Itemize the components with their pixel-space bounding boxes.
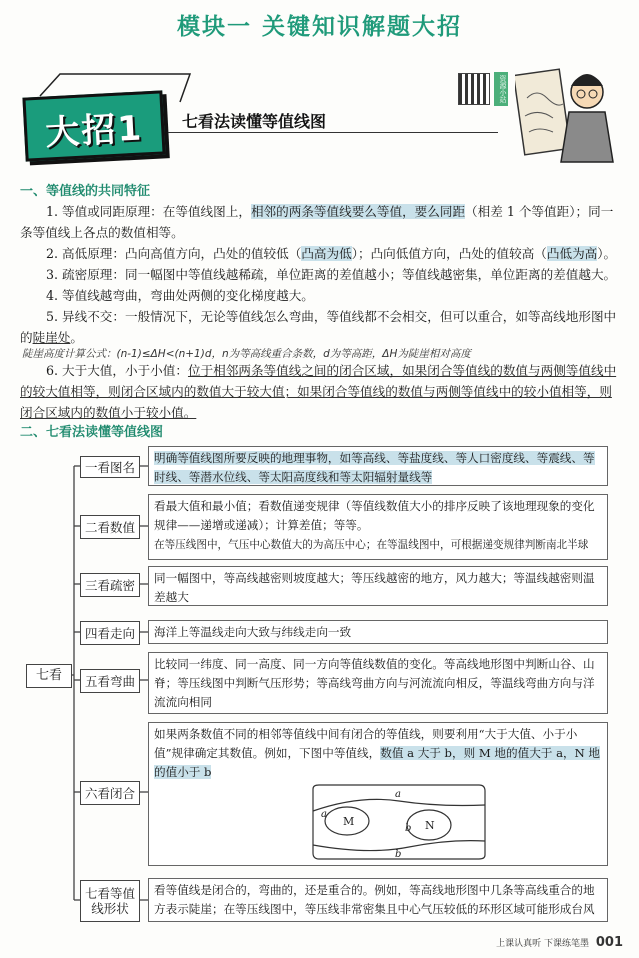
branch-3-label: 三看疏密 xyxy=(80,573,140,597)
item-1-post: （相差 1 个等值距）；同一条等值线上各点的数值相等。 xyxy=(20,204,614,240)
label-M: M xyxy=(343,815,355,828)
branch-2-label: 二看数值 xyxy=(80,515,140,539)
branch-1-text: 明确等值线图所要反映的地理事物，如等高线、等盐度线、等人口密度线、等震线、等时线、等潜水位线、等太阳高度线和等太阳辐射量线等 xyxy=(154,451,595,484)
branch-7-content: 看等值线是闭合的，弯曲的，还是重合的。例如，等高线地形图中几条等高线重合的地方表示陡崖；在等压线图中，等压线非常密集且中心气压较低的环形区域可能形成台风 xyxy=(148,878,608,922)
branch-2-content xyxy=(148,494,608,560)
page-number: 001 xyxy=(595,935,623,950)
section1-heading: 一、等值线的共同特征 xyxy=(20,184,151,199)
closed-contour-diagram xyxy=(309,781,489,861)
item-5-pre: 5. 异线不交：一般情况下，无论等值线怎么弯曲，等值线都不会相交，但可以重合，如等高线地形图中的 xyxy=(20,309,617,345)
branch-5-label: 五看弯曲 xyxy=(80,669,140,693)
item-5 xyxy=(20,306,620,348)
item-2-post: ）。 xyxy=(597,246,617,261)
section2-heading: 二、七看法读懂等值线图 xyxy=(20,425,164,440)
banner-underline xyxy=(168,132,498,133)
item-5-underline: 陡崖处 xyxy=(32,330,71,345)
item-6 xyxy=(20,360,620,423)
seven-look-tree xyxy=(20,442,620,922)
item-2-highlight-2: 凸低为高 xyxy=(546,246,598,261)
item-6-underline: 位于相邻两条等值线之间的闭合区域，如果闭合等值线的数值与两侧等值线中的较大值相等，则闭合区域内的数值大于较大值；如果闭合等值线的数值与两侧等值线中的较小值相等，则闭合区域内的数值小于较小值。 xyxy=(20,363,617,420)
item-6-block xyxy=(20,360,620,423)
label-b-mid: b xyxy=(405,823,412,834)
label-a-top: a xyxy=(395,789,401,800)
item-2-mid: ）；凸向低值方向，凸处的值较高（ xyxy=(351,246,547,261)
page-title: 模块一 关键知识解题大招 xyxy=(176,14,462,40)
label-N: N xyxy=(425,819,435,832)
item-2-pre: 2. 高低原理：凸向高值方向，凸处的值较低（ xyxy=(46,246,302,261)
branch-7-label: 七看等值线形状 xyxy=(80,880,140,922)
branch-2-text-2: 在等压线图中，气压中心数值大的为高压中心；在等温线图中，可根据递变规律判断南北半球 xyxy=(154,539,589,551)
branch-6-label: 六看闭合 xyxy=(80,781,140,805)
teacher-cartoon-icon xyxy=(515,58,617,166)
item-5-post: 。 xyxy=(70,330,83,345)
badge-text: 大招1 xyxy=(44,108,145,154)
branch-3-content: 同一幅图中，等高线越密则坡度越大；等压线越密的地方，风力越大；等温线越密则温差越大 xyxy=(148,566,608,606)
branch-4-content: 海洋上等温线走向大致与纬线走向一致 xyxy=(148,620,608,644)
item-2 xyxy=(20,243,620,264)
cliff-formula-note: 陡崖高度计算公式：(n-1)≤ΔH<(n+1)d，n为等高线重合条数，d为等高距，ΔH为陡崖相对高度 xyxy=(22,348,471,360)
item-1 xyxy=(20,201,620,243)
footer-brand-top: 上课认真听 xyxy=(496,939,542,949)
branch-5-content: 比较同一纬度、同一高度、同一方向等值线数值的变化。等高线地形图中判断山谷、山脊；等压线图中判断气压形势；等高线弯曲方向与河流流向相反，等温线弯曲方向与洋流流向相同 xyxy=(148,652,608,714)
branch-6-content xyxy=(148,722,608,866)
label-a-left: a xyxy=(321,809,327,820)
branch-2-text: 看最大值和最小值；看数值递变规律（等值线数值大小的排序反映了该地理现象的变化规律——递增或递减）；计算差值；等等。 xyxy=(154,499,595,532)
banner-badge xyxy=(22,90,165,161)
item-4: 4. 等值线越弯曲，弯曲处两侧的变化梯度越大。 xyxy=(46,288,314,303)
branch-4-label: 四看走向 xyxy=(80,621,140,645)
branch-1-label: 一看图名 xyxy=(80,456,140,478)
item-1-pre: 1. 等值或同距原理：在等值线图上， xyxy=(46,204,251,219)
branch-6-text: 如果两条数值不同的相邻等值线中间有闭合的等值线，则要利用“大于大值、小于小值”规律确定其数值。例如，下图中等值线， xyxy=(154,727,578,760)
branch-6-highlight: 数值 a 大于 b，则 M 地的值大于 a，N 地的值小于 b xyxy=(154,746,600,779)
qr-tag: 资源小站 xyxy=(494,72,508,106)
item-2-highlight: 凸高为低 xyxy=(301,246,352,261)
item-1-highlight: 相邻的两条等值线要么等值，要么同距 xyxy=(250,204,466,219)
item-6-pre: 6. 大于大值，小于小值： xyxy=(46,363,188,378)
banner-title: 七看法读懂等值线图 xyxy=(182,112,327,131)
branch-1-content xyxy=(148,446,608,486)
tree-root: 七看 xyxy=(26,664,72,688)
item-3: 3. 疏密原理：同一幅图中等值线越稀疏，单位距离的差值越小；等值线越密集，单位距离的差值越大。 xyxy=(46,267,617,282)
page-footer xyxy=(496,935,623,950)
qr-code-icon[interactable] xyxy=(458,73,490,105)
footer-brand-bottom: 下课练笔墨 xyxy=(543,939,589,949)
label-b-bottom: b xyxy=(395,849,402,860)
section1-body xyxy=(20,201,620,348)
